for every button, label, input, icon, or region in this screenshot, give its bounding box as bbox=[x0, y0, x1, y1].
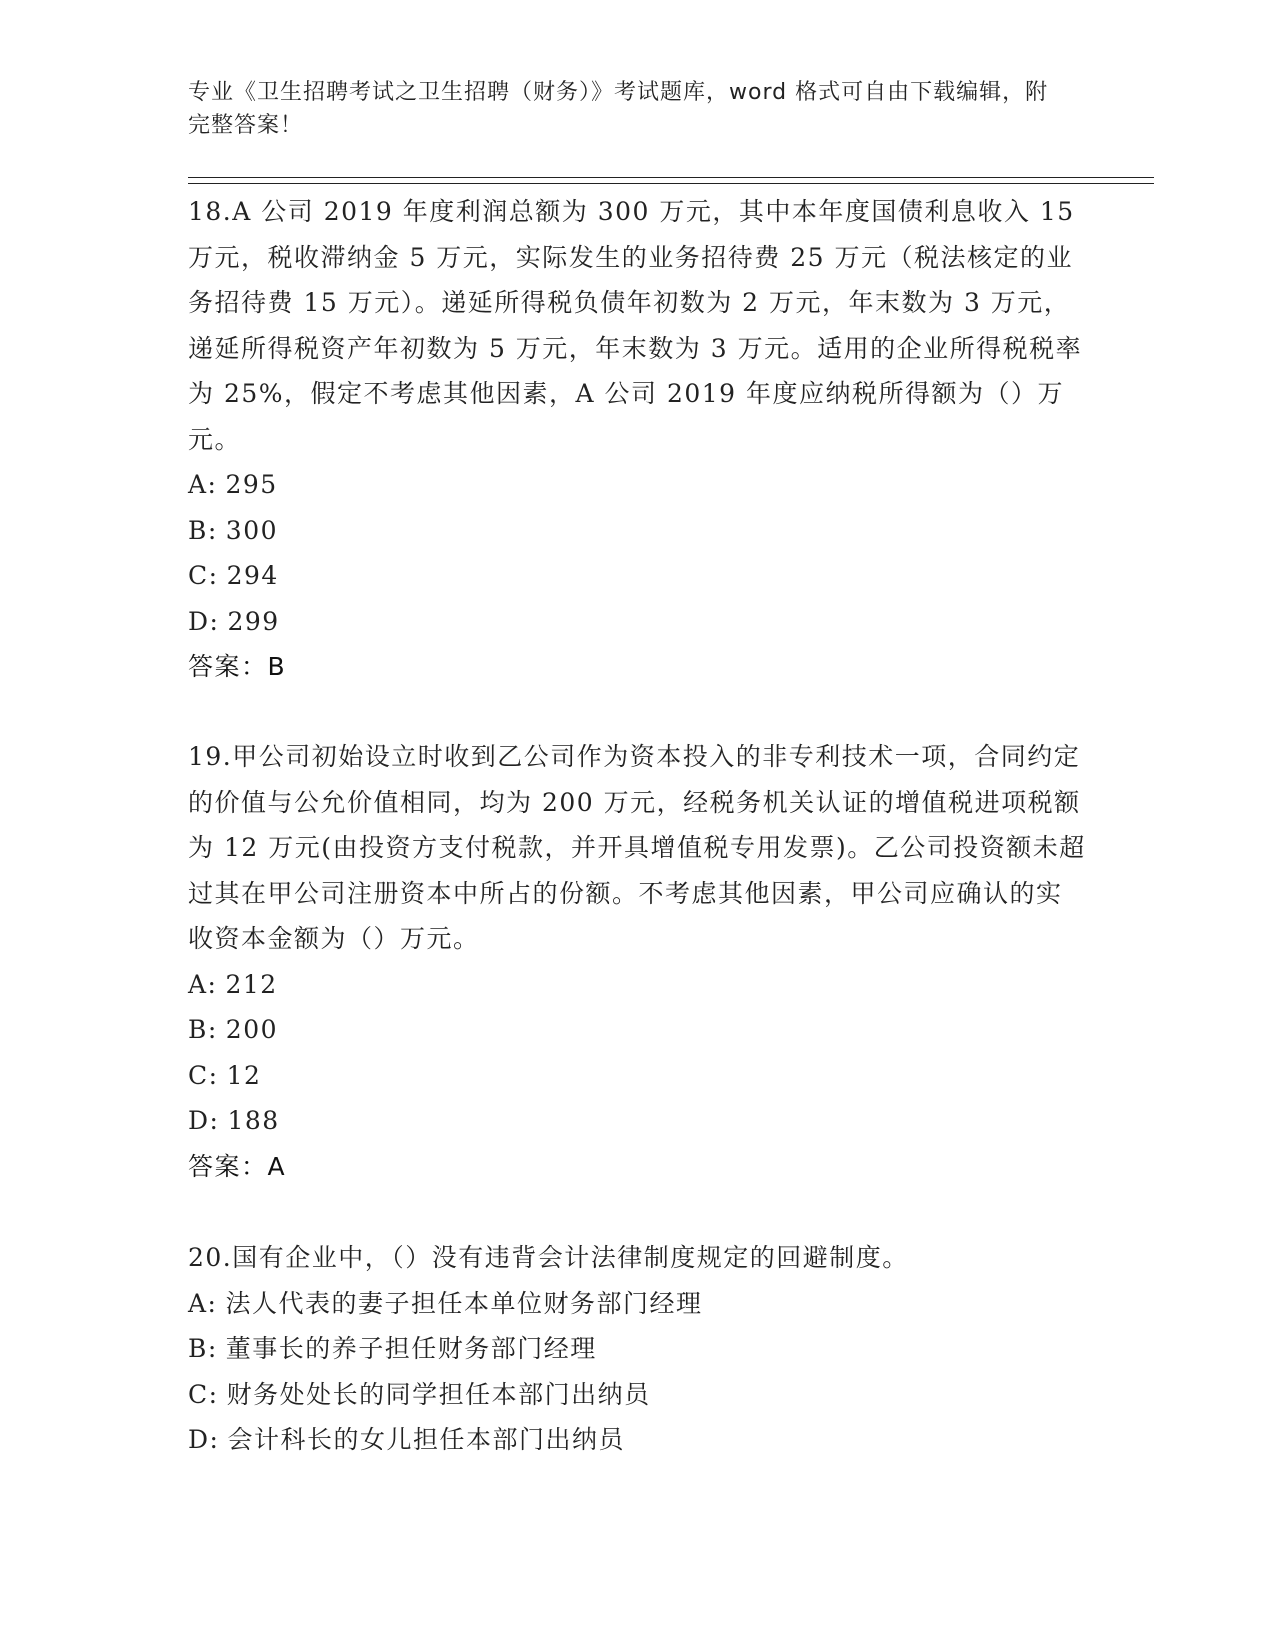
option-text: 212 bbox=[225, 969, 278, 999]
question-18 bbox=[188, 189, 1088, 690]
option-letter: A: bbox=[188, 1288, 218, 1318]
option-a bbox=[188, 962, 1088, 1008]
option-b bbox=[188, 1007, 1088, 1053]
question-stem: 19.甲公司初始设立时收到乙公司作为资本投入的非专利技术一项，合同约定的价值与公允价值相同，均为 200 万元，经税务机关认证的增值税进项税额为 12 万元(由投资方支付税款，并开具增值税专用发票)。乙公司投资额未超过其在甲公司注册资本中所占的份额。不考虑其他因素，甲公司应确认的实收资本金额为（）万元。 bbox=[188, 742, 1086, 953]
question-19 bbox=[188, 734, 1088, 1189]
option-b bbox=[188, 508, 1088, 554]
option-text: 法人代表的妻子担任本单位财务部门经理 bbox=[225, 1288, 703, 1318]
option-letter: C: bbox=[188, 1379, 219, 1409]
option-text: 会计科长的女儿担任本部门出纳员 bbox=[227, 1425, 625, 1454]
option-c bbox=[188, 553, 1088, 599]
option-d bbox=[188, 1098, 1088, 1144]
option-b bbox=[188, 1326, 1088, 1372]
option-text: 188 bbox=[227, 1106, 280, 1135]
option-text: 董事长的养子担任财务部门经理 bbox=[225, 1334, 597, 1363]
option-letter: B: bbox=[188, 1015, 218, 1044]
option-a bbox=[188, 462, 1088, 508]
option-letter: C: bbox=[188, 561, 219, 590]
option-text: 300 bbox=[225, 515, 279, 545]
option-letter: A: bbox=[188, 470, 218, 499]
option-letter: C: bbox=[188, 1060, 219, 1090]
option-letter: D: bbox=[188, 606, 220, 636]
option-d bbox=[188, 599, 1088, 645]
option-text: 200 bbox=[225, 1015, 279, 1044]
option-c bbox=[188, 1372, 1088, 1418]
question-20 bbox=[188, 1235, 1088, 1463]
answer-line: 答案：B bbox=[188, 652, 287, 681]
option-c bbox=[188, 1053, 1088, 1099]
option-letter: D: bbox=[188, 1425, 220, 1454]
question-stem: 20.国有企业中，（）没有违背会计法律制度规定的回避制度。 bbox=[188, 1243, 909, 1272]
option-text: 财务处处长的同学担任本部门出纳员 bbox=[226, 1379, 651, 1409]
header-divider-bottom bbox=[188, 183, 1154, 184]
option-letter: B: bbox=[188, 515, 218, 545]
option-letter: D: bbox=[188, 1106, 220, 1135]
header-divider-top bbox=[188, 177, 1154, 178]
option-text: 12 bbox=[226, 1060, 262, 1090]
option-letter: A: bbox=[188, 969, 218, 999]
option-letter: B: bbox=[188, 1334, 218, 1363]
option-text: 299 bbox=[227, 606, 280, 636]
option-d bbox=[188, 1417, 1088, 1463]
question-stem: 18.A 公司 2019 年度利润总额为 300 万元，其中本年度国债利息收入 15 万元，税收滞纳金 5 万元，实际发生的业务招待费 25 万元（税法核定的业务招待费 15 万元）。递延所得税负债年初数为 2 万元，年末数为 3 万元，递延所得税资产年初数为 5 万元，年末数为 3 万元。适用的企业所得税税率为 25%，假定不考虑其他因素，A 公司 2019 年度应纳税所得额为（）万元。 bbox=[188, 197, 1083, 454]
option-a bbox=[188, 1281, 1088, 1327]
option-text: 294 bbox=[226, 561, 279, 590]
answer-line: 答案：A bbox=[188, 1151, 287, 1181]
option-text: 295 bbox=[225, 470, 278, 499]
document-header: 专业《卫生招聘考试之卫生招聘（财务）》考试题库，word 格式可自由下载编辑，附完整答案！ bbox=[188, 80, 1049, 138]
